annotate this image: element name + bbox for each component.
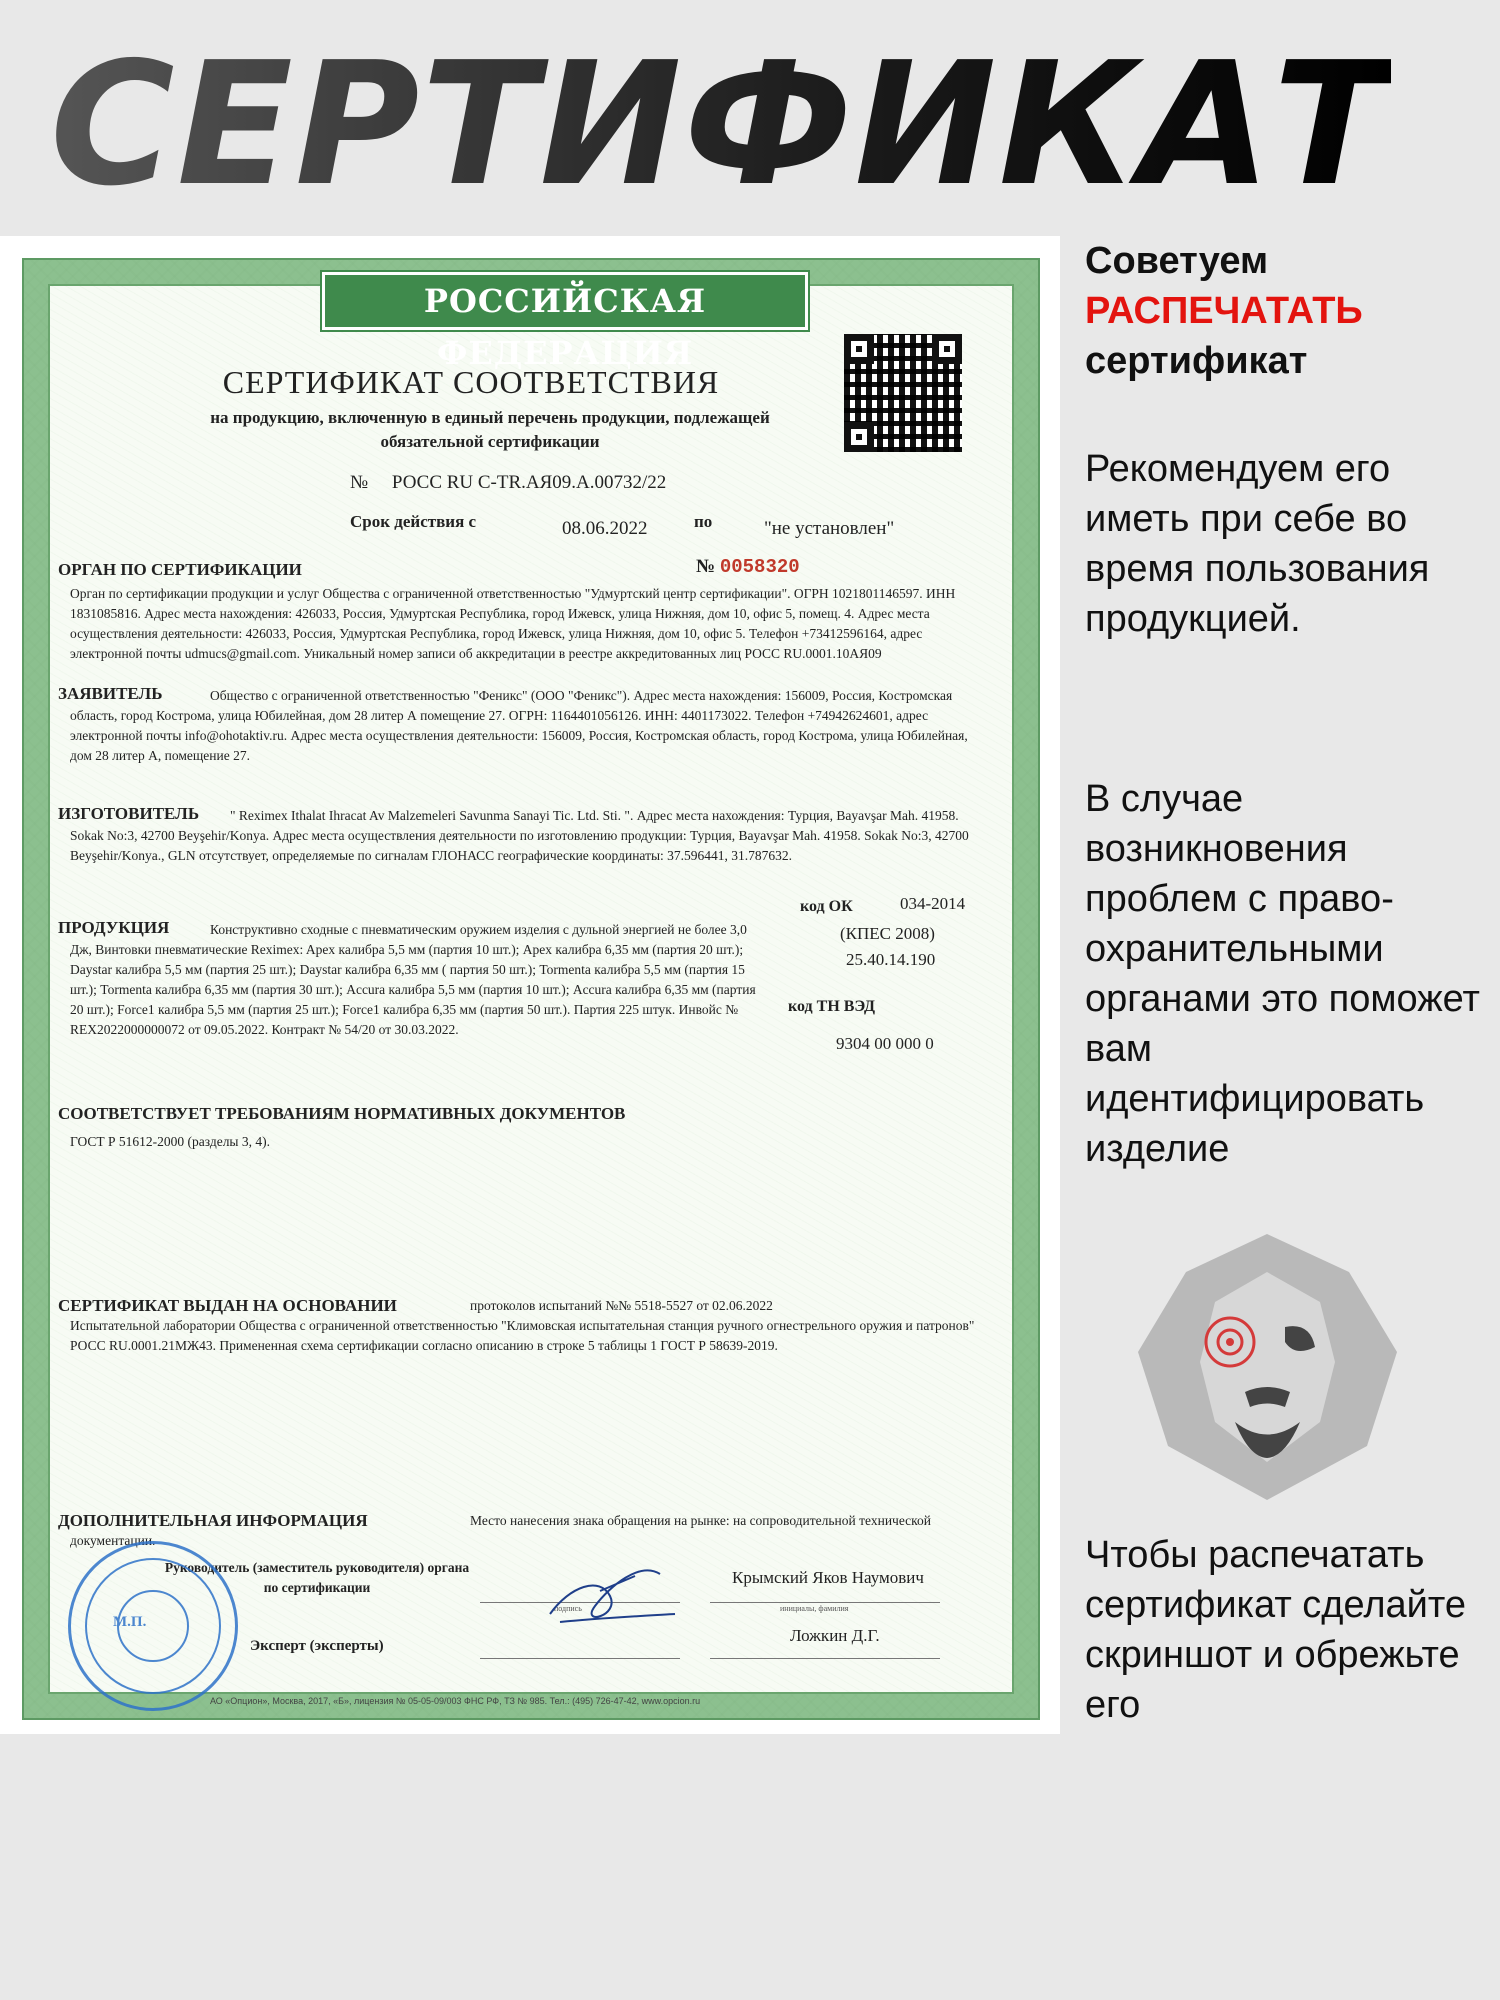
norms-heading: СООТВЕТСТВУЕТ ТРЕБОВАНИЯМ НОРМАТИВНЫХ ДОКУМЕНТОВ [58,1104,626,1123]
extra-text: Место нанесения знака обращения на рынке: на сопроводительной технической документации. [70,1513,931,1548]
number-value: РОСС RU С-TR.АЯ09.А.00732/22 [391,472,667,493]
certificate-number [350,472,666,494]
body-text: Орган по сертификации продукции и услуг Общества с ограниченной ответственностью "Удмуртский центр сертификации". ОГРН 1021801146597. ИНН 1831085816. Адрес места нахождения: 426033, Россия, Удмуртская Республика, город Ижевск, улица Нижняя, дом 10, офис 5, помещ. 4. Адрес места осуществления деятельности: 426033, Россия, Удмуртская Республика, город Ижевск, улица Нижняя, дом 10, офис 5. Телефон +73412596164, адрес электронной почты udmucs@gmail.com. Уникальный номер записи об аккредитации в реестре аккредитованных лиц РОСС RU.0001.10АЯ09 [70,586,956,661]
certificate-banner: РОССИЙСКАЯ ФЕДЕРАЦИЯ [322,272,808,330]
valid-to-label: по [694,512,713,531]
official-stamp-icon [68,1541,238,1711]
kpes-code: 25.40.14.190 [846,950,936,969]
signature-icon [540,1556,680,1626]
tip-carry: Рекомендуем его иметь при себе во время пользования продукцией. [1085,448,1430,640]
maker-heading: ИЗГОТОВИТЕЛЬ [58,804,200,823]
tip-identify: В случае возникновения проблем с право-охранительными органами это поможет вам идентифицировать изделие [1085,778,1480,1170]
product-heading: ПРОДУКЦИЯ [58,918,170,937]
ok-label: код ОК [800,898,853,915]
sign-caption: подпись [554,1604,582,1613]
tip-print-line3: сертификат [1085,340,1308,382]
serial-number [696,556,800,578]
certificate-image [0,236,1060,1734]
basis-heading: СЕРТИФИКАТ ВЫДАН НА ОСНОВАНИИ [58,1296,397,1315]
certificate-footer: АО «Опцион», Москва, 2017, «Б», лицензия № 05-05-09/003 ФНС РФ, ТЗ № 985. Тел.: (495) 726-47-42, www.opcion.ru [210,1696,701,1706]
certificate-subtitle: на продукцию, включенную в единый перечень продукции, подлежащей обязательной сертификации [210,408,770,451]
page-headline: СЕРТИФИКАТ [50,26,1392,224]
tip-screenshot: Чтобы распечатать сертификат сделайте скриншот и обрежьте его [1085,1534,1466,1726]
kpes-label: (КПЕС 2008) [840,924,935,943]
valid-from: 08.06.2022 [562,518,648,539]
expert-label: Эксперт (эксперты) [250,1638,384,1654]
serial-value: 0058320 [719,556,800,578]
head-label: Руководитель (заместитель руководителя) органа по сертификации [164,1560,470,1595]
body-heading: ОРГАН ПО СЕРТИФИКАЦИИ [58,560,302,579]
valid-to: "не установлен" [764,518,895,539]
tip-print [1085,236,1475,386]
basis-text: Испытательной лаборатории Общества с ограниченной ответственностью "Климовская испытательная станция ручного огнестрельного оружия и патронов" РОСС RU.0001.21МЖ43. Примененная схема сертификации согласно описанию в строке 5 таблицы 1 ГОСТ Р 58639-2019. [70,1318,975,1353]
stamp-label: М.П. [113,1614,147,1630]
tnved-label: код ТН ВЭД [788,998,875,1015]
applicant-heading: ЗАЯВИТЕЛЬ [58,684,163,703]
basis-protocols: протоколов испытаний №№ 5518-5527 от 02.06.2022 [470,1298,773,1313]
lion-logo-icon [1135,1232,1400,1502]
product-text: Конструктивно сходные с пневматическим оружием изделия с дульной энергией не более 3,0 Дж, Винтовки пневматические Reximex: Apex калибра 5,5 мм (партия 10 шт.); Apex калибра 6,35 мм (партия 20 шт.); Daystar калибра 5,5 мм (партия 25 шт.); Daystar калибра 6,35 мм ( партия 50 шт.); Tormenta калибра 5,5 мм (партия 15 шт.); Tormenta калибра 6,35 мм (партия 30 шт.); Accura калибра 5,5 мм (партия 10 шт.); Accura калибра 6,35 мм (партия 20 шт.); Force1 калибра 5,5 мм (партия 25 шт.); Force1 калибра 6,35 мм (партия 50 шт.). Партия 225 штук. Инвойс № REX2022000000072 от 09.05.2022. Контракт № 54/20 от 30.03.2022. [70,922,756,1037]
ok-code: 034-2014 [900,894,966,913]
certificate-title: СЕРТИФИКАТ СООТВЕТСТВИЯ [222,364,720,400]
expert-name: Ложкин Д.Г. [790,1626,880,1645]
certificate-frame [22,258,1040,1720]
head-name: Крымский Яков Наумович [732,1568,924,1587]
valid-label: Срок действия с [350,512,477,531]
maker-text: " Reximex Ithalat Ihracat Av Malzemeleri Savunma Sanayi Tic. Ltd. Sti. ". Адрес места нахождения: Турция, Bayavşar Mah. 41958. Sokak No:3, 42700 Beyşehir/Konya. Адрес места осуществления деятельности по изготовлению продукции: Турция, Bayavşar Mah. 41958. Sokak No:3, 42700 Beyşehir/Konya., GLN отсутствует, определяемые по сигналам ГЛОНАСС географические координаты: 37.596441, 31.787632. [70,808,969,863]
tip-print-line1: Советуем [1085,240,1269,282]
tip-print-highlight: РАСПЕЧАТАТЬ [1085,290,1363,332]
certificate-body [48,282,1014,1706]
number-label: № [350,472,369,493]
tnved-code: 9304 00 000 0 [836,1034,934,1053]
extra-heading: ДОПОЛНИТЕЛЬНАЯ ИНФОРМАЦИЯ [58,1511,368,1530]
serial-label: № [696,556,716,577]
name-caption: инициалы, фамилия [780,1604,849,1613]
applicant-text: Общество с ограниченной ответственностью "Феникс" (ООО "Феникс"). Адрес места нахождения: 156009, Россия, Костромская область, город Кострома, улица Юбилейная, дом 28 литер А помещение 27. ОГРН: 1164401056126. ИНН: 4401173022. Телефон +74942624601, адрес электронной почты info@ohotaktiv.ru. Адрес места осуществления деятельности: 156009, Россия, Костромская область, город Кострома, улица Юбилейная, дом 28 литер А, помещение 27. [70,688,968,763]
norms-text: ГОСТ Р 51612-2000 (разделы 3, 4). [70,1134,271,1149]
